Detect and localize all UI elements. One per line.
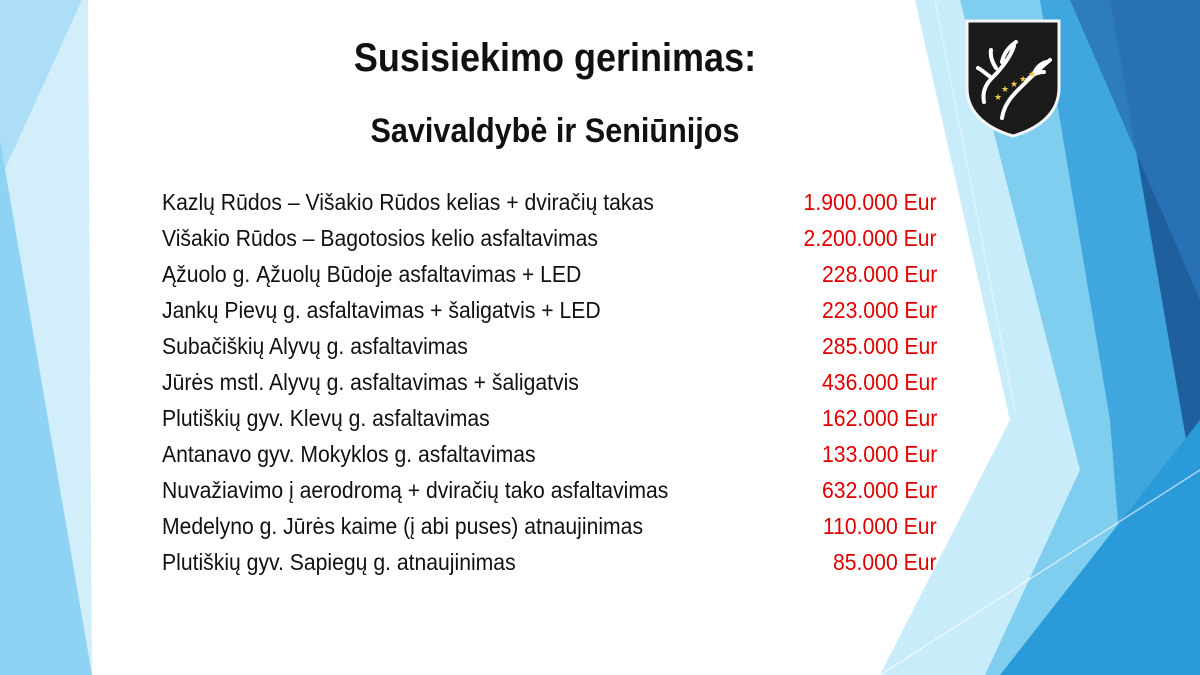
- project-name: Medelyno g. Jūrės kaime (į abi puses) atnaujinimas: [162, 513, 644, 539]
- svg-text:★: ★: [1001, 85, 1010, 95]
- svg-text:★: ★: [1010, 80, 1019, 90]
- coat-of-arms-icon: [964, 18, 1062, 138]
- project-name: Kazlų Rūdos – Višakio Rūdos kelias + dviračių takas: [162, 189, 654, 215]
- slide-title: Susisiekimo gerinimas:: [353, 36, 757, 80]
- project-amount: 285.000 Eur: [821, 333, 937, 359]
- list-item: [162, 292, 937, 328]
- list-item: [162, 364, 937, 400]
- project-name: Jankų Pievų g. asfaltavimas + šaligatvis + LED: [162, 297, 601, 323]
- project-name: Ąžuolo g. Ąžuolų Būdoje asfaltavimas + LED: [162, 261, 582, 287]
- project-name: Subačiškių Alyvų g. asfaltavimas: [162, 333, 468, 359]
- project-name: Višakio Rūdos – Bagotosios kelio asfaltavimas: [162, 225, 598, 251]
- list-item: [162, 220, 937, 256]
- svg-text:★: ★: [1019, 75, 1028, 85]
- project-name: Antanavo gyv. Mokyklos g. asfaltavimas: [162, 441, 536, 467]
- project-amount: 228.000 Eur: [821, 261, 937, 287]
- project-amount: 85.000 Eur: [833, 549, 937, 575]
- list-item: [162, 328, 937, 364]
- project-name: Nuvažiavimo į aerodromą + dviračių tako asfaltavimas: [162, 477, 669, 503]
- svg-text:★: ★: [1028, 70, 1037, 80]
- project-amount: 2.200.000 Eur: [804, 225, 937, 251]
- list-item: [162, 508, 937, 544]
- project-name: Plutiškių gyv. Sapiegų g. atnaujinimas: [162, 549, 516, 575]
- svg-text:★: ★: [994, 93, 1003, 103]
- list-item: [162, 472, 937, 508]
- project-amount: 436.000 Eur: [821, 369, 937, 395]
- list-item: [162, 184, 937, 220]
- project-amount: 110.000 Eur: [823, 513, 937, 539]
- project-amount: 632.000 Eur: [821, 477, 937, 503]
- list-item: [162, 400, 937, 436]
- list-item: [162, 544, 937, 580]
- slide-subtitle: Savivaldybė ir Seniūnijos: [370, 112, 740, 150]
- list-item: [162, 256, 937, 292]
- list-item: [162, 436, 937, 472]
- project-name: Plutiškių gyv. Klevų g. asfaltavimas: [162, 405, 490, 431]
- project-list: [162, 184, 937, 580]
- project-amount: 133.000 Eur: [821, 441, 937, 467]
- project-amount: 1.900.000 Eur: [804, 189, 937, 215]
- project-name: Jūrės mstl. Alyvų g. asfaltavimas + šaligatvis: [162, 369, 579, 395]
- project-amount: 223.000 Eur: [821, 297, 937, 323]
- project-amount: 162.000 Eur: [821, 405, 937, 431]
